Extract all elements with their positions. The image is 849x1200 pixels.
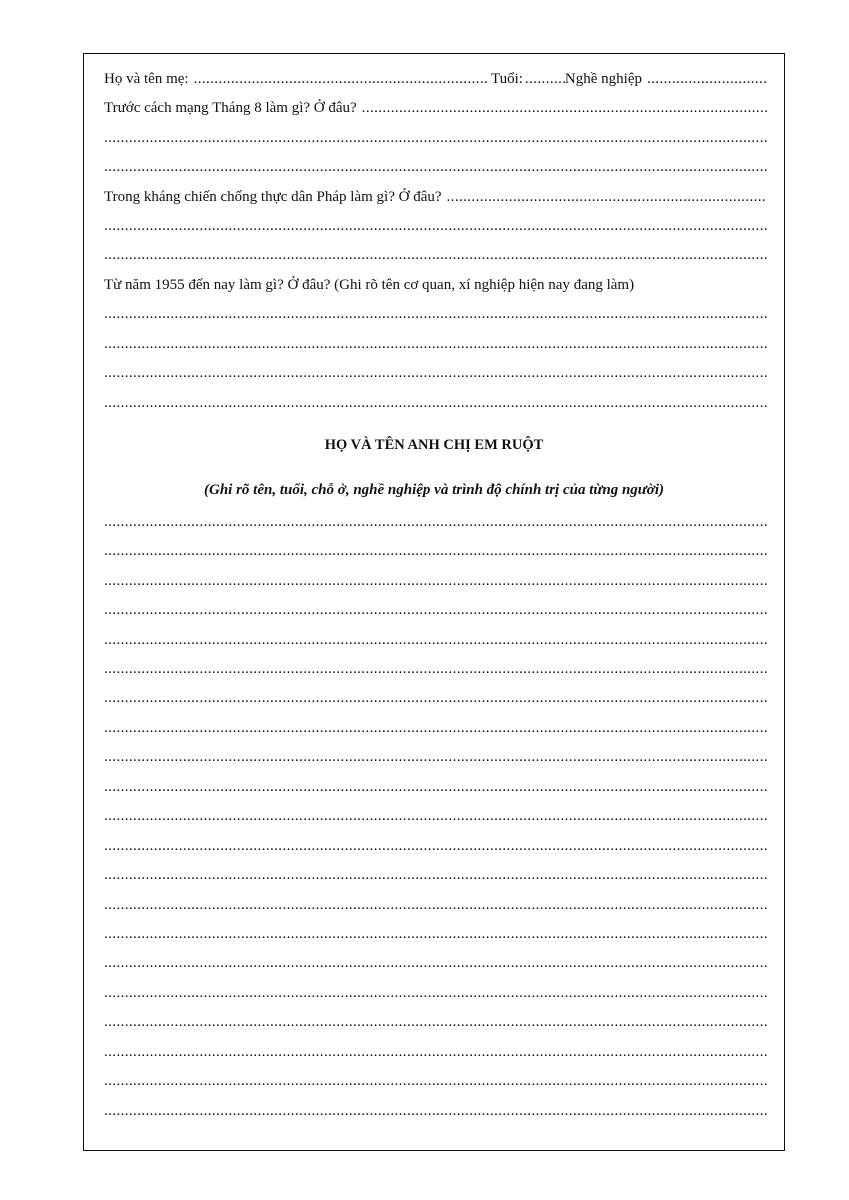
before-revolution-row	[104, 97, 767, 119]
siblings-title: HỌ VÀ TÊN ANH CHỊ EM RUỘT	[324, 437, 544, 453]
sibling-line[interactable]	[104, 746, 767, 768]
mother-age-field[interactable]	[525, 68, 565, 90]
mother-job-label: Nghề nghiệp	[564, 71, 642, 87]
sibling-line[interactable]	[104, 923, 767, 945]
sibling-line[interactable]	[104, 1011, 767, 1033]
answer-line[interactable]	[104, 156, 767, 178]
sibling-line[interactable]	[104, 864, 767, 886]
sibling-line[interactable]	[104, 511, 767, 533]
sibling-line[interactable]	[104, 835, 767, 857]
mother-name-row	[104, 68, 767, 90]
sibling-line[interactable]	[104, 894, 767, 916]
mother-name-label: Họ và tên mẹ:	[104, 71, 189, 87]
resistance-field[interactable]	[447, 186, 767, 208]
answer-line[interactable]	[104, 215, 767, 237]
answer-line[interactable]	[104, 303, 767, 325]
resistance-label: Trong kháng chiến chống thực dân Pháp làm gì? Ở đâu?	[104, 189, 442, 205]
sibling-line[interactable]	[104, 658, 767, 680]
sibling-line[interactable]	[104, 570, 767, 592]
sibling-line[interactable]	[104, 599, 767, 621]
sibling-line[interactable]	[104, 717, 767, 739]
sibling-line[interactable]	[104, 805, 767, 827]
mother-age-label: Tuổi:	[490, 71, 523, 87]
sibling-line[interactable]	[104, 629, 767, 651]
sibling-line[interactable]	[104, 952, 767, 974]
mother-job-field[interactable]	[647, 68, 767, 90]
resistance-row	[104, 186, 767, 208]
sibling-line[interactable]	[104, 1100, 767, 1122]
before-revolution-label: Trước cách mạng Tháng 8 làm gì? Ở đâu?	[104, 100, 357, 116]
before-revolution-field[interactable]	[362, 97, 767, 119]
sibling-line[interactable]	[104, 540, 767, 562]
sibling-line[interactable]	[104, 687, 767, 709]
answer-line[interactable]	[104, 244, 767, 266]
siblings-subtitle: (Ghi rõ tên, tuổi, chỗ ở, nghề nghiệp và trình độ chính trị của từng người)	[204, 482, 664, 498]
sibling-line[interactable]	[104, 982, 767, 1004]
since-1955-row	[104, 274, 767, 296]
since-1955-label: Từ năm 1955 đến nay làm gì? Ở đâu? (Ghi rõ tên cơ quan, xí nghiệp hiện nay đang làm)	[104, 277, 635, 293]
answer-line[interactable]	[104, 127, 767, 149]
sibling-line[interactable]	[104, 776, 767, 798]
sibling-line[interactable]	[104, 1041, 767, 1063]
mother-name-field[interactable]	[194, 68, 489, 90]
answer-line[interactable]	[104, 392, 767, 414]
answer-line[interactable]	[104, 333, 767, 355]
answer-line[interactable]	[104, 362, 767, 384]
sibling-line[interactable]	[104, 1070, 767, 1092]
